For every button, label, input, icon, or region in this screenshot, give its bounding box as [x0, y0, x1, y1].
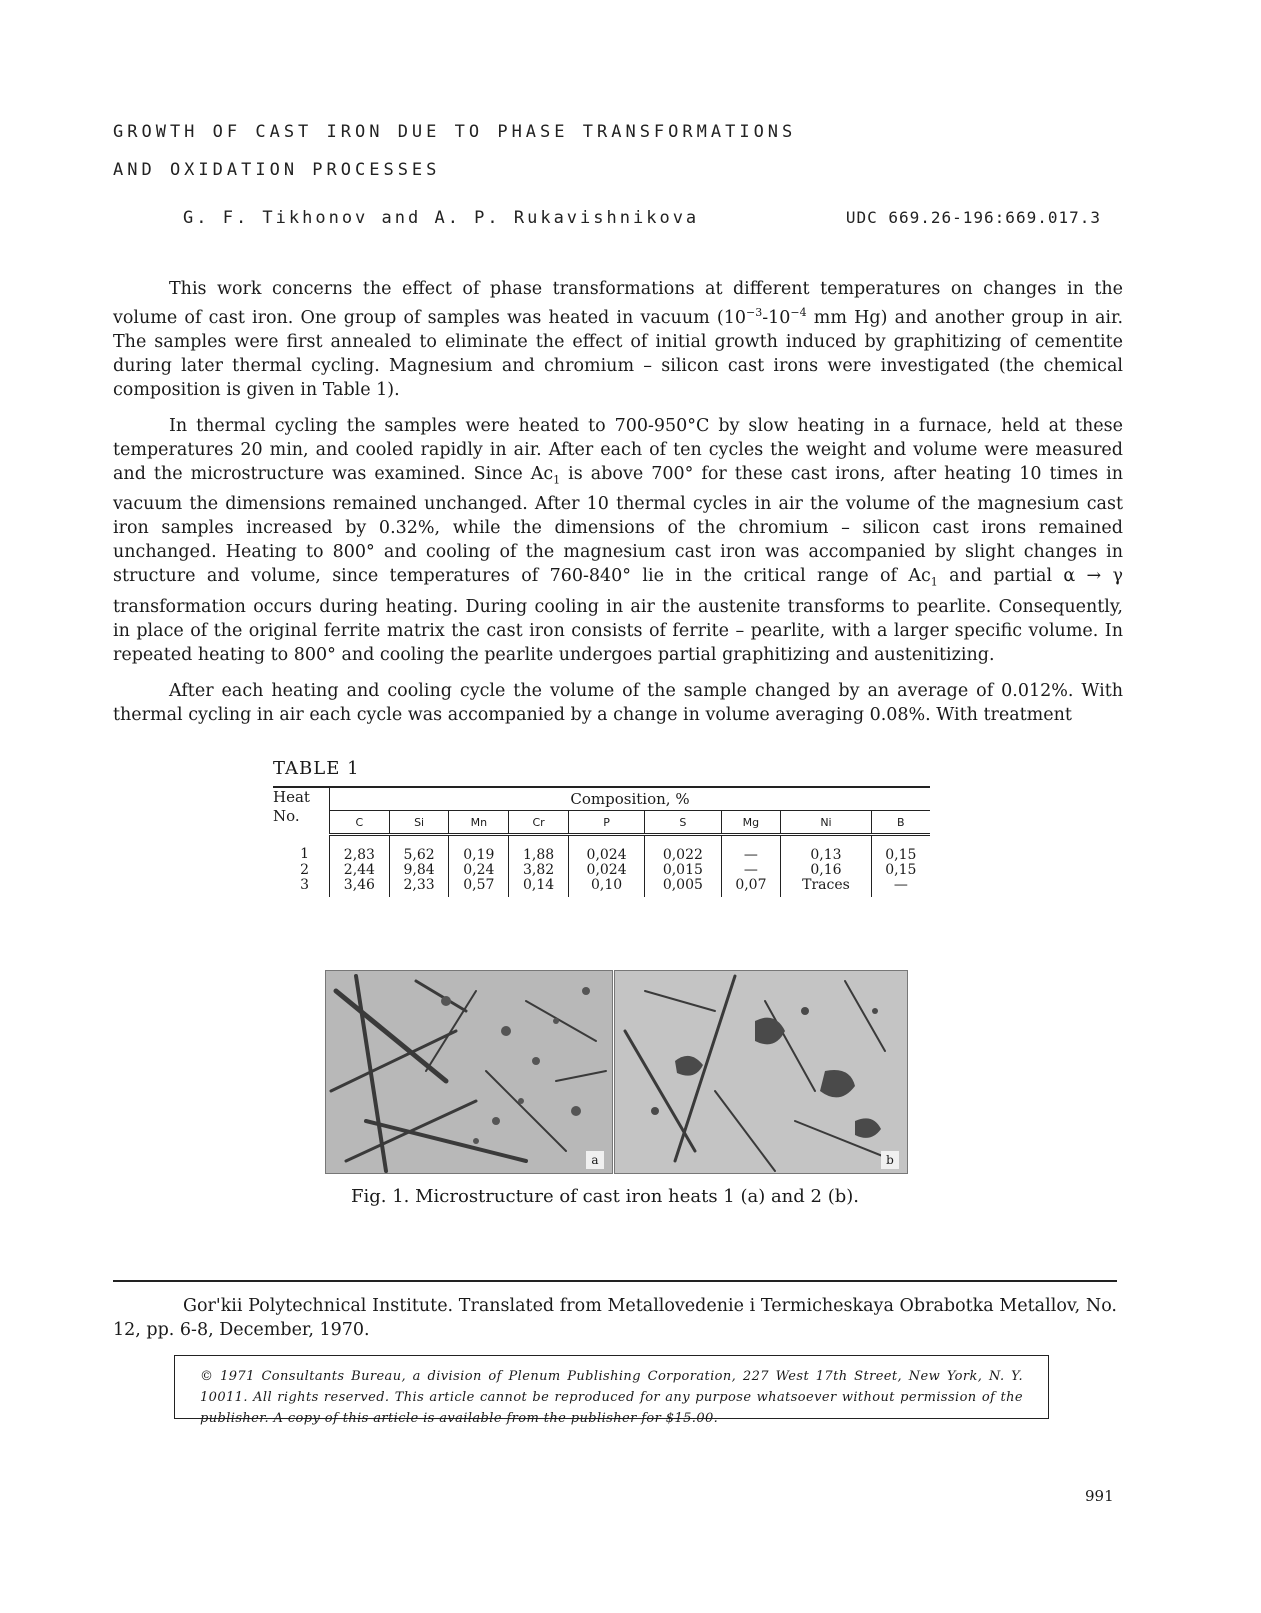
col-header: P — [568, 811, 644, 835]
page-number: 991 — [1085, 1487, 1114, 1505]
micrograph-b — [614, 970, 908, 1174]
micrograph-b-image — [615, 971, 907, 1173]
composition-table — [273, 786, 930, 897]
col-header: C — [330, 811, 390, 835]
table-row: 3 3,46 2,33 0,57 0,14 0,10 0,005 0,07 Traces — — [273, 878, 930, 897]
col-header: Mn — [449, 811, 509, 835]
paper-title-line-2: AND OXIDATION PROCESSES — [113, 160, 441, 180]
micrograph-a — [325, 970, 613, 1174]
heat-header: Heat No. — [273, 787, 330, 835]
col-header: Mg — [721, 811, 781, 835]
table-row: 1 2,83 5,62 0,19 1,88 0,024 0,022 — 0,13 0,15 — [273, 835, 930, 864]
footnote-rule — [113, 1280, 1117, 1282]
paragraph-2: In thermal cycling the samples were heated to 700-950°C by slow heating in a furnace, held at these temperatures 20 min, and cooled rapidly in air. After each of ten cycles the weight and volume were measured and the microstructure was examined. Since $Ac_1$ is above 700° for these cast irons, after heating 10 times in vacuum the dimensions remained unchanged. After 10 thermal cycles in air the volume of the magnesium cast iron samples increased by 0.32%, while the dimensions of the chromium – silicon cast irons remained unchanged. Heating to 800° and cooling of the magnesium cast iron was accompanied by slight changes in structure and volume, since temperatures of 760-840° lie in the critical range of $Ac_1$ and partial α → γ transformation occurs during heating. During cooling in air the austenite transforms to pearlite. Consequently, in place of the original ferrite matrix the cast iron consists of ferrite – pearlite, with a larger specific volume. In repeated heating to 800° and cooling the pearlite undergoes partial graphitizing and austenitizing. — [113, 415, 1124, 665]
udc-code: UDC 669.26-196:669.017.3 — [845, 208, 1101, 227]
figure-caption: Fig. 1. Microstructure of cast iron heats 1 (a) and 2 (b). — [351, 1186, 859, 1207]
authors: G. F. Tikhonov and A. P. Rukavishnikova — [183, 208, 700, 228]
affiliation-note: Gor'kii Polytechnical Institute. Translated from Metallovedenie i Termicheskaya Obrabotka Metallov, No. 12, pp. 6-8, December, 1970. — [113, 1296, 1117, 1340]
micrograph-a-image — [326, 971, 612, 1173]
copyright-box: © 1971 Consultants Bureau, a division of Plenum Publishing Corporation, 227 West 17th Street, New York, N. Y. 10011. All rights reserved. This article cannot be reproduced for any purpose whatsoever without permission of the publisher. A copy of this article is available from the publisher for $15.00. — [174, 1355, 1049, 1419]
paragraph-1: This work concerns the effect of phase transformations at different temperatures on changes in the volume of cast iron. One group of samples was heated in vacuum ($10^{-3}-10^{-4}$ mm Hg) and another group in air. The samples were first annealed to eliminate the effect of initial growth induced by graphitizing of cementite during later thermal cycling. Magnesium and chromium – silicon cast irons were investigated (the chemical composition is given in Table 1). — [113, 279, 1124, 400]
figure-label-b: b — [881, 1151, 899, 1169]
table-row: 2 2,44 9,84 0,24 3,82 0,024 0,015 — 0,16 0,15 — [273, 863, 930, 878]
table-label: TABLE 1 — [273, 758, 360, 779]
col-header: Ni — [781, 811, 871, 835]
paper-title-line-1: GROWTH OF CAST IRON DUE TO PHASE TRANSFORMATIONS — [113, 122, 797, 142]
col-header: S — [645, 811, 721, 835]
col-header: B — [871, 811, 930, 835]
article-body — [113, 277, 1123, 739]
composition-header: Composition, % — [330, 787, 931, 811]
paragraph-3: After each heating and cooling cycle the volume of the sample changed by an average of 0.012%. With thermal cycling in air each cycle was accompanied by a change in volume averaging 0.08%. With treatment — [113, 680, 1123, 725]
figure-label-a: a — [586, 1151, 604, 1169]
col-header: Si — [389, 811, 449, 835]
col-header: Cr — [509, 811, 569, 835]
